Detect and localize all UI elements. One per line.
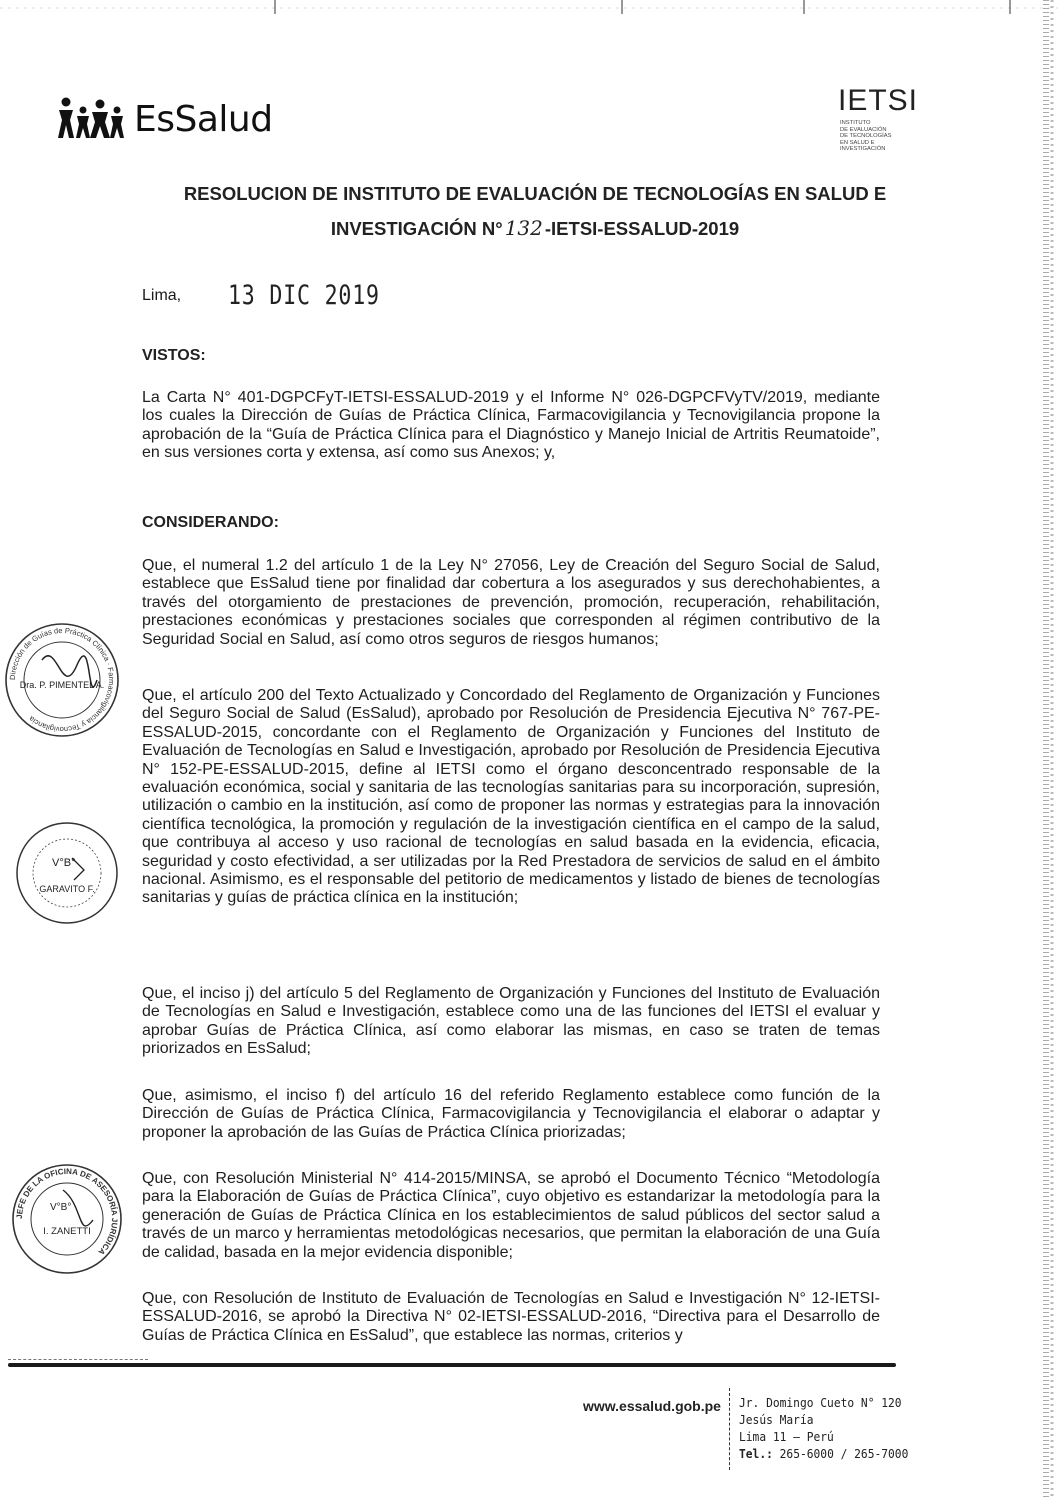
title-line-2: INVESTIGACIÓN N° 132 -IETSI-ESSALUD-2019	[95, 211, 975, 246]
svg-text:Dirección de Guías de Práctica: Dirección de Guías de Práctica Clínica · Farmacovigilancia y Tecnovigilancia	[7, 625, 117, 735]
considerando-heading: CONSIDERANDO:	[142, 514, 279, 531]
vistos-heading: VISTOS:	[142, 347, 206, 364]
date-stamp: 13 DIC 2019	[228, 280, 380, 311]
svg-text:JEFE DE LA OFICINA DE ASESORÍA: JEFE DE LA OFICINA DE ASESORÍA JURÍDICA	[14, 1166, 120, 1257]
considerando-paragraph-1: Que, el numeral 1.2 del artículo 1 de la Ley N° 27056, Ley de Creación del Seguro Social de Salud, establece que EsSalud tiene por finalidad dar cobertura a los asegurados y sus derechohabientes, a través del otorgamiento de prestaciones de prevención, promoción, recuperación, rehabilitación, prestaciones económicas y prestaciones sociales que corresponden al régimen contributivo de la Seguridad Social en Salud, así como otros seguros de riesgos humanos;	[142, 557, 880, 648]
approval-stamp-2	[12, 818, 122, 928]
footer-rule	[8, 1363, 896, 1367]
stamp-3-vobo: V°B°	[50, 1202, 72, 1213]
scan-edge-marks	[0, 0, 1058, 18]
family-figures-icon	[56, 96, 132, 140]
essalud-logo	[56, 96, 273, 140]
stamp-2-name: GARAVITO F.	[39, 884, 95, 894]
considerando-paragraph-3: Que, el inciso j) del artículo 5 del Reglamento de Organización y Funciones del Instituto de Evaluación de Tecnologías en Salud e Investigación, establece como una de las funciones del IETSI el evaluar y aprobar Guías de Práctica Clínica, así como elaborar las mismas, en caso se traten de temas priorizados en EsSalud;	[142, 985, 880, 1058]
stamp-3-name: I. ZANETTI	[43, 1226, 91, 1237]
footer-dashed-rule	[8, 1359, 148, 1361]
brand-name: EsSalud	[134, 99, 273, 140]
footer-address: Jr. Domingo Cueto N° 120 Jesús María Lima 11 – Perú Tel.: 265-6000 / 265-7000	[739, 1395, 909, 1461]
ietsi-logo-text: IETSI	[838, 84, 919, 117]
handwritten-number: 132	[504, 216, 543, 240]
title-line-1: RESOLUCION DE INSTITUTO DE EVALUACIÓN DE TECNOLOGÍAS EN SALUD E	[183, 183, 887, 204]
footer-phone: Tel.: 265-6000 / 265-7000	[739, 1446, 909, 1461]
ietsi-subtitle: INSTITUTO DE EVALUACIÓN DE TECNOLOGÍAS EN SALUD E INVESTIGACIÓN	[840, 120, 892, 153]
stamp-1-name: Dra. P. PIMENTEL A.	[19, 680, 105, 690]
approval-stamp-3	[8, 1160, 126, 1278]
stamp-2-vobo: V°B°	[52, 857, 76, 869]
vistos-paragraph: La Carta N° 401-DGPCFyT-IETSI-ESSALUD-2019 y el Informe N° 026-DGPCFVyTV/2019, mediante los cuales la Dirección de Guías de Práctica Clínica, Farmacovigilancia y Tecnovigilancia propone la aprobación de la “Guía de Práctica Clínica para el Diagnóstico y Manejo Inicial de Artritis Reumatoide”, en sus versiones corta y extensa, así como sus Anexos; y,	[142, 389, 880, 462]
considerando-paragraph-5: Que, con Resolución Ministerial N° 414-2015/MINSA, se aprobó el Documento Técnico “Metodología para la Elaboración de Guías de Práctica Clínica”, cuyo objetivo es estandarizar la metodología para la generación de Guías de Práctica Clínica en los establecimientos de salud públicos del sector salud a través de un marco y herramientas metodológicas necesarios, que permitan la elaboración de una Guía de calidad, basada en la mejor evidencia disponible;	[142, 1170, 880, 1261]
scan-edge-noise	[1036, 0, 1058, 1497]
considerando-paragraph-2: Que, el artículo 200 del Texto Actualizado y Concordado del Reglamento de Organización y Funciones del Seguro Social de Salud (EsSalud), aprobado por Resolución de Presidencia Ejecutiva N° 767-PE-ESSALUD-2015, concordante con el Reglamento de Organización y Funciones del Instituto de Evaluación de Tecnologías en Salud e Investigación, aprobado por Resolución de Presidencia Ejecutiva N° 152-PE-ESSALUD-2015, define al IETSI como el órgano desconcentrado responsable de la evaluación económica, social y sanitaria de las tecnologías sanitarias para su incorporación, supresión, utilización o cambio en la institución, así como de proponer las normas y estrategias para la innovación científica tecnológica, la promoción y regulación de la investigación científica en el campo de la salud, que contribuya al acceso y uso racional de tecnologías en salud basada en la evidencia, eficacia, seguridad y costo efectividad, a ser utilizadas por la Red Prestadora de servicios de salud en el ámbito nacional. Asimismo, es el responsable del petitorio de medicamentos y listado de bienes de tecnologías sanitarias y guías de práctica clínica en la institución;	[142, 687, 880, 907]
approval-stamp-1	[2, 620, 122, 740]
considerando-paragraph-6: Que, con Resolución de Instituto de Evaluación de Tecnologías en Salud e Investigación N° 12-IETSI-ESSALUD-2016, se aprobó la Directiva N° 02-IETSI-ESSALUD-2016, “Directiva para el Desarrollo de Guías de Práctica Clínica en EsSalud”, que establece las normas, criterios y	[142, 1290, 880, 1344]
footer-separator	[729, 1388, 730, 1470]
website-link[interactable]: www.essalud.gob.pe	[583, 1398, 721, 1414]
ietsi-logo	[838, 86, 928, 153]
place-label: Lima,	[142, 287, 182, 304]
resolution-title	[95, 176, 975, 246]
considerando-paragraph-4: Que, asimismo, el inciso f) del artículo 16 del referido Reglamento establece como función de la Dirección de Guías de Práctica Clínica, Farmacovigilancia y Tecnovigilancia el elaborar o adaptar y proponer la aprobación de las Guías de Práctica Clínica priorizadas;	[142, 1087, 880, 1141]
